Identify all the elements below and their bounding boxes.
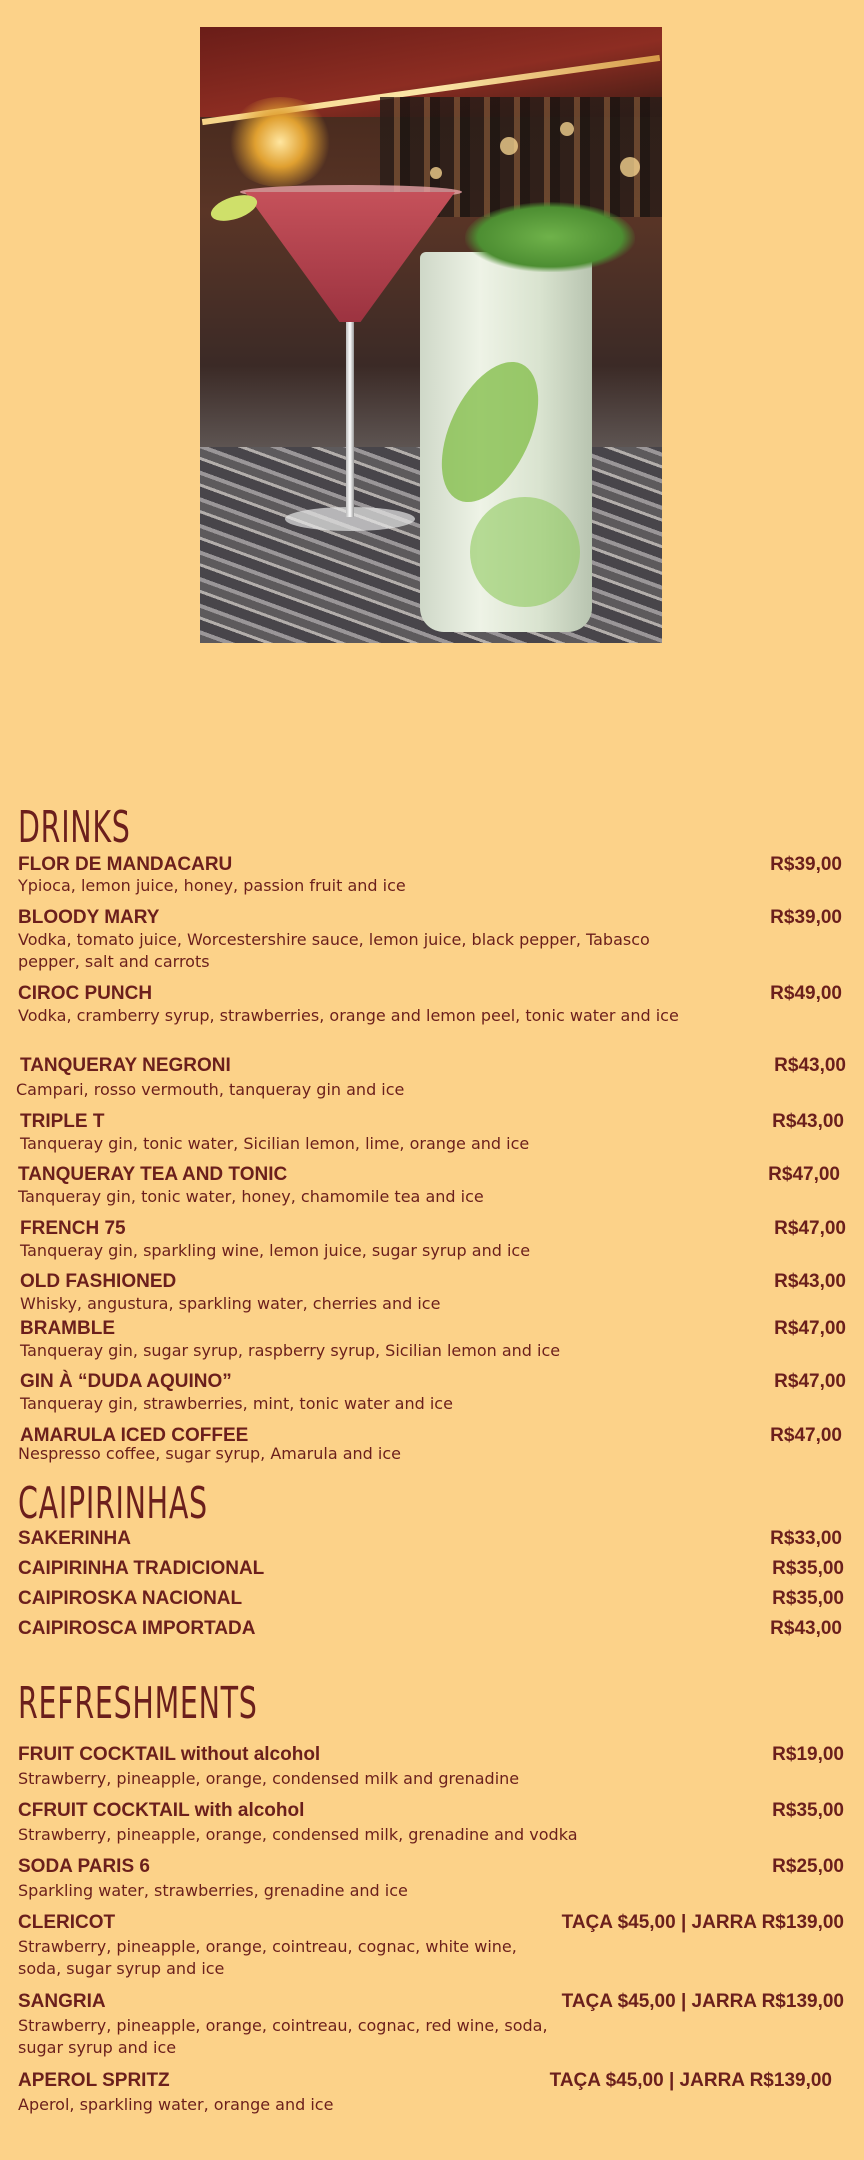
drink-price: R$43,00 (772, 1111, 844, 1132)
drink-price: R$47,00 (774, 1318, 846, 1339)
drink-name: FRENCH 75 (20, 1218, 126, 1239)
drink-name: TANQUERAY TEA AND TONIC (18, 1164, 288, 1185)
refreshment-description: Strawberry, pineapple, orange, cointreau, cognac, white wine, soda, sugar syrup and ice (18, 1937, 517, 1978)
caipirinha-price: R$33,00 (770, 1528, 842, 1549)
drink-price: R$47,00 (768, 1164, 840, 1185)
drink-name: GIN À “DUDA AQUINO” (20, 1371, 232, 1392)
drink-name: TANQUERAY NEGRONI (20, 1055, 231, 1076)
refreshment-description: Strawberry, pineapple, orange, condensed milk and grenadine (18, 1769, 520, 1788)
caipirinha-name: CAIPIROSKA NACIONAL (18, 1588, 243, 1609)
drink-description: Ypioca, lemon juice, honey, passion fruit and ice (18, 876, 406, 895)
refreshment-description: Aperol, sparkling water, orange and ice (18, 2095, 334, 2114)
refreshment-price: R$19,00 (772, 1744, 844, 1765)
refreshment-description: Strawberry, pineapple, orange, cointreau, cognac, red wine, soda, sugar syrup and ice (18, 2016, 548, 2057)
drink-description: Whisky, angustura, sparkling water, cherries and ice (20, 1294, 441, 1313)
drink-price: R$47,00 (774, 1371, 846, 1392)
refreshment-name: CLERICOT (18, 1912, 116, 1933)
cocktails-photo (200, 27, 662, 643)
drink-price: R$47,00 (770, 1425, 842, 1446)
drink-description: Tanqueray gin, tonic water, Sicilian lemon, lime, orange and ice (20, 1134, 530, 1153)
drink-name: FLOR DE MANDACARU (18, 854, 233, 875)
caipirinha-name: SAKERINHA (18, 1528, 131, 1549)
drink-name: BLOODY MARY (18, 907, 160, 928)
refreshment-description: Sparkling water, strawberries, grenadine and ice (18, 1881, 408, 1900)
caipirinha-price: R$35,00 (772, 1558, 844, 1579)
drink-price: R$43,00 (774, 1055, 846, 1076)
caipirinha-name: CAIPIRINHA TRADICIONAL (18, 1558, 265, 1579)
refreshments-section-title: REFRESHMENTS (18, 1678, 258, 1729)
drink-description: Vodka, tomato juice, Worcestershire sauce, lemon juice, black pepper, Tabasco pepper, salt and carrots (18, 930, 650, 971)
drink-name: BRAMBLE (20, 1318, 115, 1339)
refreshment-name: SODA PARIS 6 (18, 1856, 150, 1877)
drink-name: TRIPLE T (20, 1111, 105, 1132)
caipirinha-name: CAIPIROSCA IMPORTADA (18, 1618, 256, 1639)
drink-description: Tanqueray gin, sugar syrup, raspberry syrup, Sicilian lemon and ice (20, 1341, 561, 1360)
refreshment-price: R$35,00 (772, 1800, 844, 1821)
drink-price: R$39,00 (770, 907, 842, 928)
refreshment-price: TAÇA $45,00 | JARRA R$139,00 (561, 1991, 844, 2012)
caipirinhas-section-title: CAIPIRINHAS (18, 1478, 208, 1529)
refreshment-price: R$25,00 (772, 1856, 844, 1877)
refreshment-name: CFRUIT COCKTAIL with alcohol (18, 1800, 305, 1821)
drink-price: R$49,00 (770, 983, 842, 1004)
drink-price: R$43,00 (774, 1271, 846, 1292)
drink-name: CIROC PUNCH (18, 983, 153, 1004)
drink-description: Campari, rosso vermouth, tanqueray gin and ice (16, 1080, 405, 1099)
refreshment-price: TAÇA $45,00 | JARRA R$139,00 (561, 1912, 844, 1933)
caipirinha-price: R$35,00 (772, 1588, 844, 1609)
drink-price: R$47,00 (774, 1218, 846, 1239)
drink-price: R$39,00 (770, 854, 842, 875)
drink-description: Tanqueray gin, tonic water, honey, chamomile tea and ice (18, 1187, 484, 1206)
refreshment-name: SANGRIA (18, 1991, 106, 2012)
drink-name: OLD FASHIONED (20, 1271, 177, 1292)
refreshment-name: APEROL SPRITZ (18, 2070, 170, 2091)
drink-description: Vodka, cramberry syrup, strawberries, orange and lemon peel, tonic water and ice (18, 1006, 679, 1025)
drink-name: AMARULA ICED COFFEE (20, 1425, 249, 1446)
drinks-section-title: DRINKS (18, 802, 131, 853)
refreshment-description: Strawberry, pineapple, orange, condensed milk, grenadine and vodka (18, 1825, 578, 1844)
caipirinha-price: R$43,00 (770, 1618, 842, 1639)
refreshment-name: FRUIT COCKTAIL without alcohol (18, 1744, 321, 1765)
refreshment-price: TAÇA $45,00 | JARRA R$139,00 (549, 2070, 832, 2091)
drink-description: Nespresso coffee, sugar syrup, Amarula and ice (18, 1444, 402, 1463)
drink-description: Tanqueray gin, sparkling wine, lemon juice, sugar syrup and ice (20, 1241, 531, 1260)
drink-description: Tanqueray gin, strawberries, mint, tonic water and ice (20, 1394, 453, 1413)
